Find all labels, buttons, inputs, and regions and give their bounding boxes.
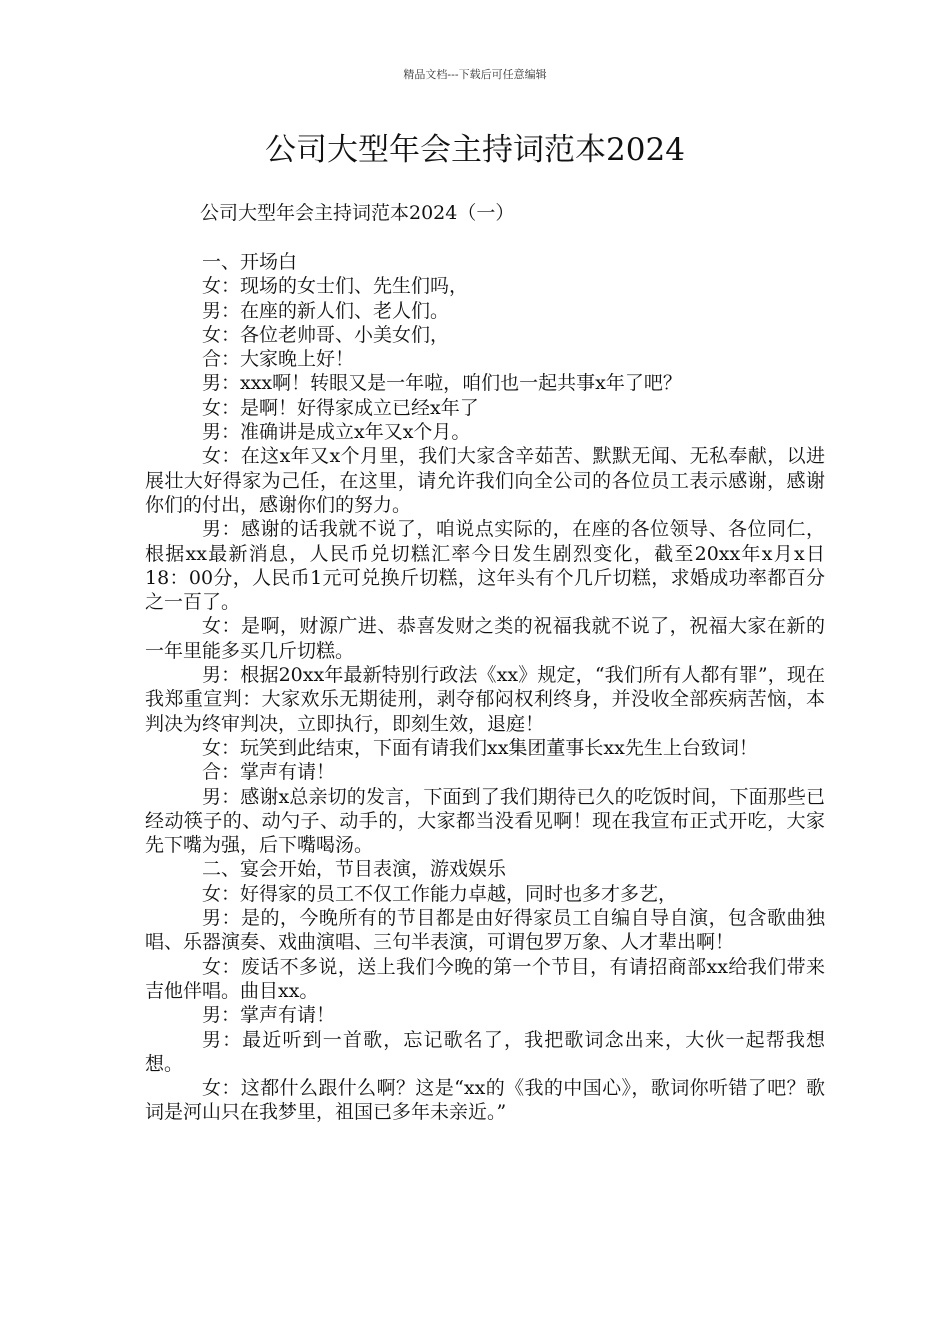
dialogue-line: 女：玩笑到此结束，下面有请我们xx集团董事长xx先生上台致词！ [202, 736, 758, 759]
dialogue-line: 男：xxx啊！转眼又是一年啦，咱们也一起共事x年了吧？ [202, 372, 682, 395]
dialogue-line: 女：在这x年又x个月里，我们大家含辛茹苦、默默无闻、无私奉献，以进展壮大好得家为己任，在这里，请允许我们向全公司的各位员工表示感谢，感谢你们的付出，感谢你们的努力。 [145, 445, 825, 516]
dialogue-line: 女：好得家的员工不仅工作能力卓越，同时也多才多艺， [202, 882, 678, 905]
dialogue-line: 合：大家晚上好！ [202, 348, 355, 371]
dialogue-line: 女：各位老帅哥、小美女们， [202, 323, 450, 346]
dialogue-line: 合：掌声有请！ [202, 761, 336, 784]
dialogue-line: 女：是啊，财源广进、恭喜发财之类的祝福我就不说了，祝福大家在新的一年里能多买几斤切糕。 [145, 615, 825, 662]
section-heading-banquet: 二、宴会开始，节目表演，游戏娱乐 [202, 858, 507, 881]
dialogue-line: 男：根据20xx年最新特别行政法《xx》规定，“我们所有人都有罪”，现在我郑重宣判：大家欢乐无期徒刑，剥夺郁闷权利终身，并没收全部疾病苦恼，本判决为终审判决，立即执行，即刻生效，退庭！ [145, 664, 825, 735]
dialogue-line: 男：准确讲是成立x年又x个月。 [202, 421, 471, 444]
page-header-note: 精品文档---下载后可任意编辑 [403, 68, 547, 81]
dialogue-line: 男：是的，今晚所有的节目都是由好得家员工自编自导自演，包含歌曲独唱、乐器演奏、戏曲演唱、三句半表演，可谓包罗万象、人才辈出啊！ [145, 907, 825, 954]
dialogue-line: 女：废话不多说，送上我们今晚的第一个节目，有请招商部xx给我们带来吉他伴唱。曲目xx。 [145, 955, 825, 1002]
dialogue-line: 男：感谢x总亲切的发言，下面到了我们期待已久的吃饭时间，下面那些已经动筷子的、动勺子、动手的，大家都当没看见啊！现在我宣布正式开吃，大家先下嘴为强，后下嘴喝汤。 [145, 785, 825, 857]
dialogue-line: 男：在座的新人们、老人们。 [202, 299, 450, 322]
section-heading-opening: 一、开场白 [202, 251, 298, 273]
document-title: 公司大型年会主持词范本2024 [265, 132, 685, 168]
dialogue-line: 女：是啊！好得家成立已经x年了 [202, 396, 479, 419]
dialogue-line: 男：感谢的话我就不说了，咱说点实际的，在座的各位领导、各位同仁，根据xx最新消息，人民币兑切糕汇率今日发生剧烈变化，截至20xx年x月x日18：00分，人民币1元可兑换斤切糕，这年头有个几斤切糕，求婚成功率都百分之一百了。 [145, 518, 825, 614]
document-subtitle: 公司大型年会主持词范本2024（一） [200, 202, 515, 224]
dialogue-line: 男：掌声有请！ [202, 1004, 336, 1027]
dialogue-line: 男：最近听到一首歌，忘记歌名了，我把歌词念出来，大伙一起帮我想想。 [145, 1028, 825, 1075]
dialogue-line: 女：这都什么跟什么啊？这是“xx的《我的中国心》，歌词你听错了吧？歌词是河山只在我梦里，祖国已多年未亲近。” [145, 1077, 825, 1124]
dialogue-line: 女：现场的女士们、先生们吗， [202, 275, 469, 298]
document-body [145, 250, 825, 1125]
